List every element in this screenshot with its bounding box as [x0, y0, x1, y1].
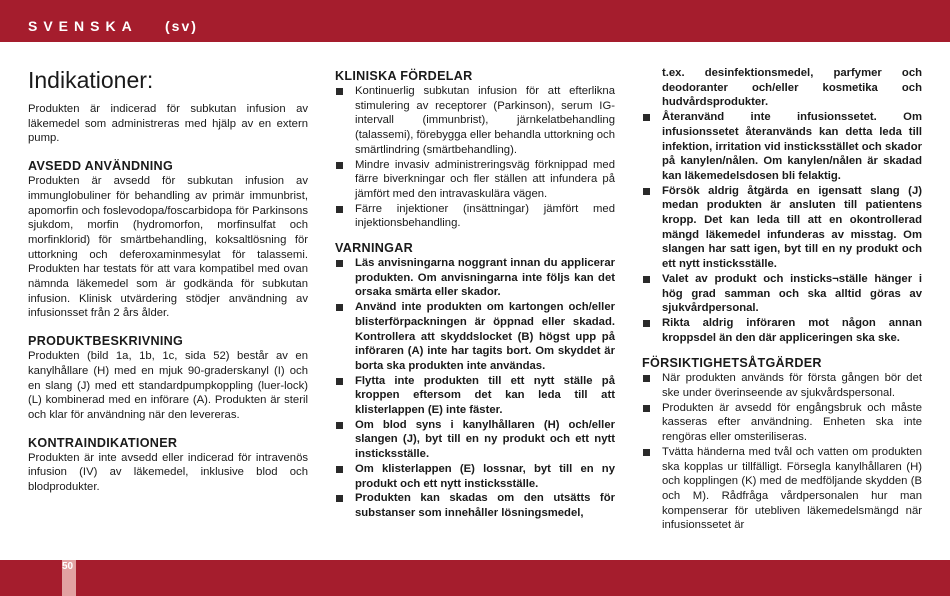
- clinical-benefits-heading: KLINISKA FÖRDELAR: [335, 69, 473, 83]
- contraindications-text: Produkten är inte avsedd eller indicerad för intravenös infusion (IV) av läkemedel, inklusive blod och blodprodukter.: [28, 451, 308, 494]
- warnings-list: [335, 256, 615, 521]
- clinical-benefits-list: [335, 84, 615, 231]
- bullet-square-icon: [643, 375, 650, 382]
- warnings-heading: VARNINGAR: [335, 241, 414, 256]
- column-left: [28, 66, 308, 495]
- list-item-continuation: t.ex. desinfektionsmedel, parfymer och deodoranter och/eller kosmetika och hudvårdsprodukter.: [662, 67, 922, 109]
- bullet-square-icon: [336, 88, 343, 95]
- list-item: Flytta inte produkten till ett nytt ställe på kroppen eftersom det kan leda till att klisterlappen (E) inte fäster.: [335, 374, 615, 418]
- intended-use-text: Produkten är avsedd för subkutan infusion av immunglobuliner för behandling av primär immunbrist, apomorfin och foslevodopa/foscarbidopa för Parkinsons sjukdom, morfin (hydromorfon, morfinsulfat och morfinklorid) för smärtbehandling, koksaltlösning för uttorkning och deferoxaminmesylat för talassemi. Produkten har testats för att vara kompatibel med ovan nämnda läkemedel som är godkända för subkutan infusion. Klinisk utvärdering stödjer användning av infusionsset från 2 års ålder.: [28, 175, 308, 320]
- list-item: Produkten är avsedd för engångsbruk och måste kasseras efter användning. Enheten ska inte rengöras eller omsteriliseras.: [642, 401, 922, 445]
- list-item: Läs anvisningarna noggrant innan du applicerar produkten. Om anvisningarna inte följs kan det orsaka smärta eller skador.: [335, 256, 615, 300]
- bullet-square-icon: [336, 378, 343, 385]
- list-item: Färre injektioner (insättningar) jämfört med injektionsbehandling.: [335, 202, 615, 231]
- product-description-text: Produkten (bild 1a, 1b, 1c, sida 52) består av en kanylhållare (H) med en mjuk 90-graderskanyl (I) och en slang (J) med ett standardpumpkoppling (luer-lock) (L) kombinerad med en införare (A). Produkten är steril och klar för användning när den levereras.: [28, 350, 308, 421]
- language-code: (sv): [165, 18, 198, 34]
- bullet-square-icon: [336, 304, 343, 311]
- page-title: Indikationer:: [28, 67, 154, 93]
- list-item: Produkten kan skadas om den utsätts för substanser som innehåller lösningsmedel,: [335, 491, 615, 520]
- list-item: Om blod syns i kanylhållaren (H) och/eller slangen (J), byt till en ny produkt och ett nytt insticksställe.: [335, 418, 615, 462]
- bullet-square-icon: [336, 206, 343, 213]
- page-number: 50: [62, 561, 74, 572]
- bullet-square-icon: [643, 449, 650, 456]
- column-middle: [335, 66, 615, 521]
- list-item: Försök aldrig åtgärda en igensatt slang (J) medan produkten är ansluten till patientens kropp. Det kan leda till att en okontrollerad mängd läkemedel infunderas av misstag. Om slangen har satt igen, byt till en ny produkt och ett nytt insticksställe.: [642, 184, 922, 272]
- contraindications-heading: KONTRAINDIKATIONER: [28, 435, 178, 450]
- precautions-heading: FÖRSIKTIGHETSÅTGÄRDER: [642, 356, 822, 371]
- intended-use-heading: AVSEDD ANVÄNDNING: [28, 159, 174, 174]
- bullet-square-icon: [336, 162, 343, 169]
- bullet-square-icon: [336, 260, 343, 267]
- list-item: Rikta aldrig införaren mot någon annan kroppsdel än den där appliceringen ska ske.: [642, 316, 922, 345]
- list-item: Tvätta händerna med tvål och vatten om produkten ska kopplas ur tillfälligt. Försegla kanylhållaren (H) och kopplingen (K) med de medföljande skydden (B och M). Rådfråga vårdpersonalen hur man kompenserar för utebliven läkemedelsmängd när infusionssetet är: [642, 445, 922, 533]
- column-right: [642, 66, 922, 533]
- list-item: Använd inte produkten om kartongen och/eller blisterförpackningen är öppnad eller skadad. Kontrollera att skyddslocket (B) högst upp på införaren (A) inte har tagits bort. Om skyddet är borta ska produkten inte användas.: [335, 300, 615, 374]
- bullet-square-icon: [643, 114, 650, 121]
- footer-band: [0, 560, 950, 596]
- list-item: Valet av produkt och insticks¬ställe hänger i hög grad samman och ska alltid göras av sjukvårdpersonal.: [642, 272, 922, 316]
- list-item: Om klisterlappen (E) lossnar, byt till en ny produkt och ett nytt insticksställe.: [335, 462, 615, 491]
- bullet-square-icon: [643, 188, 650, 195]
- bullet-square-icon: [643, 320, 650, 327]
- bullet-square-icon: [643, 276, 650, 283]
- header-band: [0, 0, 950, 42]
- product-description-heading: PRODUKTBESKRIVNING: [28, 334, 184, 349]
- bullet-square-icon: [336, 422, 343, 429]
- precautions-list: [642, 371, 922, 533]
- language-label: SVENSKA: [28, 18, 138, 34]
- bullet-square-icon: [336, 495, 343, 502]
- list-item: Återanvänd inte infusionssetet. Om infusionssetet återanvänds kan detta leda till infektion, irritation vid insticksstället och skador på kanylen/nålen. Om kanylen/nålen är skadad kan läkemedelsdosen bli felaktig.: [642, 110, 922, 184]
- list-item: Mindre invasiv administreringsväg förknippad med färre biverkningar och fler ställen att infundera på jämfört med den intravaskulära vägen.: [335, 158, 615, 202]
- indications-text: Produkten är indicerad för subkutan infusion av läkemedel som administreras med hjälp av en extern pump.: [28, 103, 308, 145]
- bullet-square-icon: [643, 405, 650, 412]
- list-item: När produkten används för första gången bör det ske under överinseende av sjukvårdspersonal.: [642, 371, 922, 400]
- bullet-square-icon: [336, 466, 343, 473]
- warnings-list-continued: [642, 66, 922, 345]
- list-item: Kontinuerlig subkutan infusion för att efterlikna stimulering av receptorer (Parkinson), serum IG-intervall (immunbrist), järnkelatbehandling (talassemi), förebygga eller behandla uttorkning och smärtlindring (smärtbehandling).: [335, 84, 615, 158]
